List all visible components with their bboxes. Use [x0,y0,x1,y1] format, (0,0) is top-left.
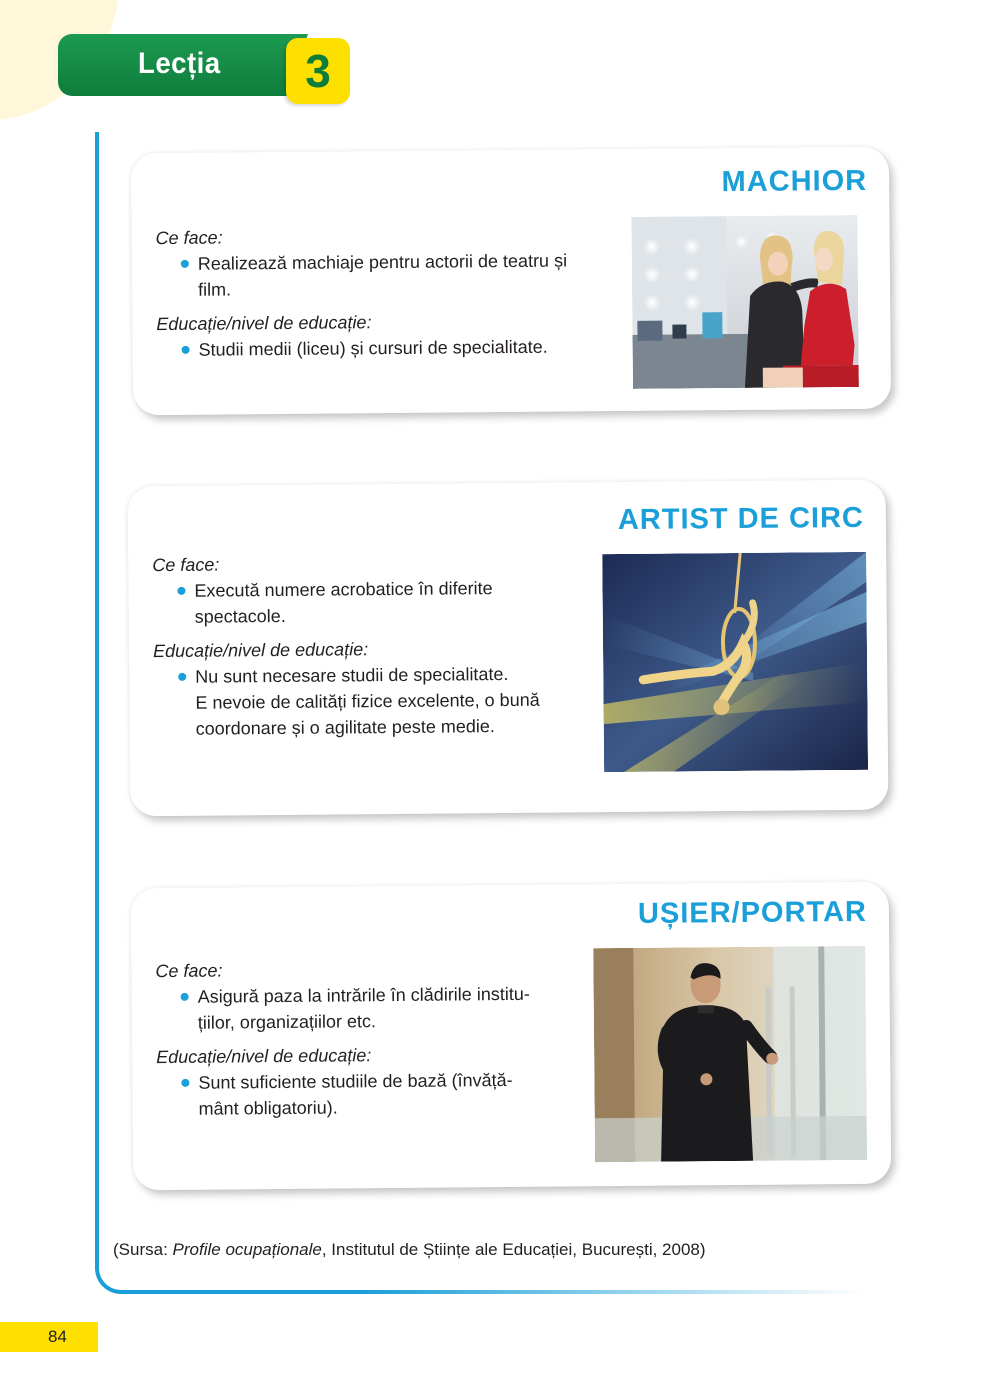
frame-line-fade [360,1288,920,1296]
doorman-photo [593,946,867,1162]
page-number: 84 [48,1327,67,1346]
bullet-icon [174,578,194,630]
what-label: Ce face: [155,960,223,982]
card-title: MACHIOR [721,164,868,199]
bullet-icon [178,251,198,303]
occupation-card-artist-de-circ [128,480,889,817]
bullet-icon [178,337,198,363]
what-label: Ce face: [152,554,220,576]
lesson-number-badge [286,38,350,104]
occupation-card-machior [131,147,891,416]
list-item: Nu sunt necesare studii de specialitate. E nevoie de calități fizice excelente, o bună coordonare și o agilitate peste medie. [175,660,604,742]
occupation-card-usier-portar [131,882,892,1191]
aerial-acrobat-photo [602,552,868,772]
card-title: ARTIST DE CIRC [617,501,865,537]
source-citation: (Sursa: Profile ocupaționale, Institutul de Științe ale Educației, București, 2008) [113,1240,706,1259]
card-description [155,954,596,1130]
list-item: Asigură paza la intrările în clădirile institu- țiilor, organizațiilor etc. [178,980,596,1036]
makeup-artist-photo [631,215,858,389]
education-label: Educație/nivel de educație: [156,312,372,335]
source-title: Profile ocupaționale [172,1240,322,1259]
what-label: Ce face: [155,227,223,249]
bullet-icon [178,984,198,1036]
lesson-label: Lecția [138,47,221,80]
list-item: Studii medii (liceu) și cursuri de specialitate. [178,333,616,363]
bullet-icon [178,1070,198,1122]
education-label: Educație/nivel de educație: [156,1045,372,1068]
list-item: Sunt suficiente studiile de bază (învăță- mânt obligatoriu). [178,1066,596,1122]
education-label: Educație/nivel de educație: [152,639,369,662]
card-description [152,548,604,750]
bullet-icon [175,664,196,742]
card-description [155,221,616,371]
list-item: Execută numere acrobatice în diferite spectacole. [174,574,602,630]
lesson-number: 3 [305,45,331,97]
card-title: UȘIER/PORTAR [637,895,868,930]
list-item: Realizează machiaje pentru actorii de teatru și film. [178,247,616,303]
